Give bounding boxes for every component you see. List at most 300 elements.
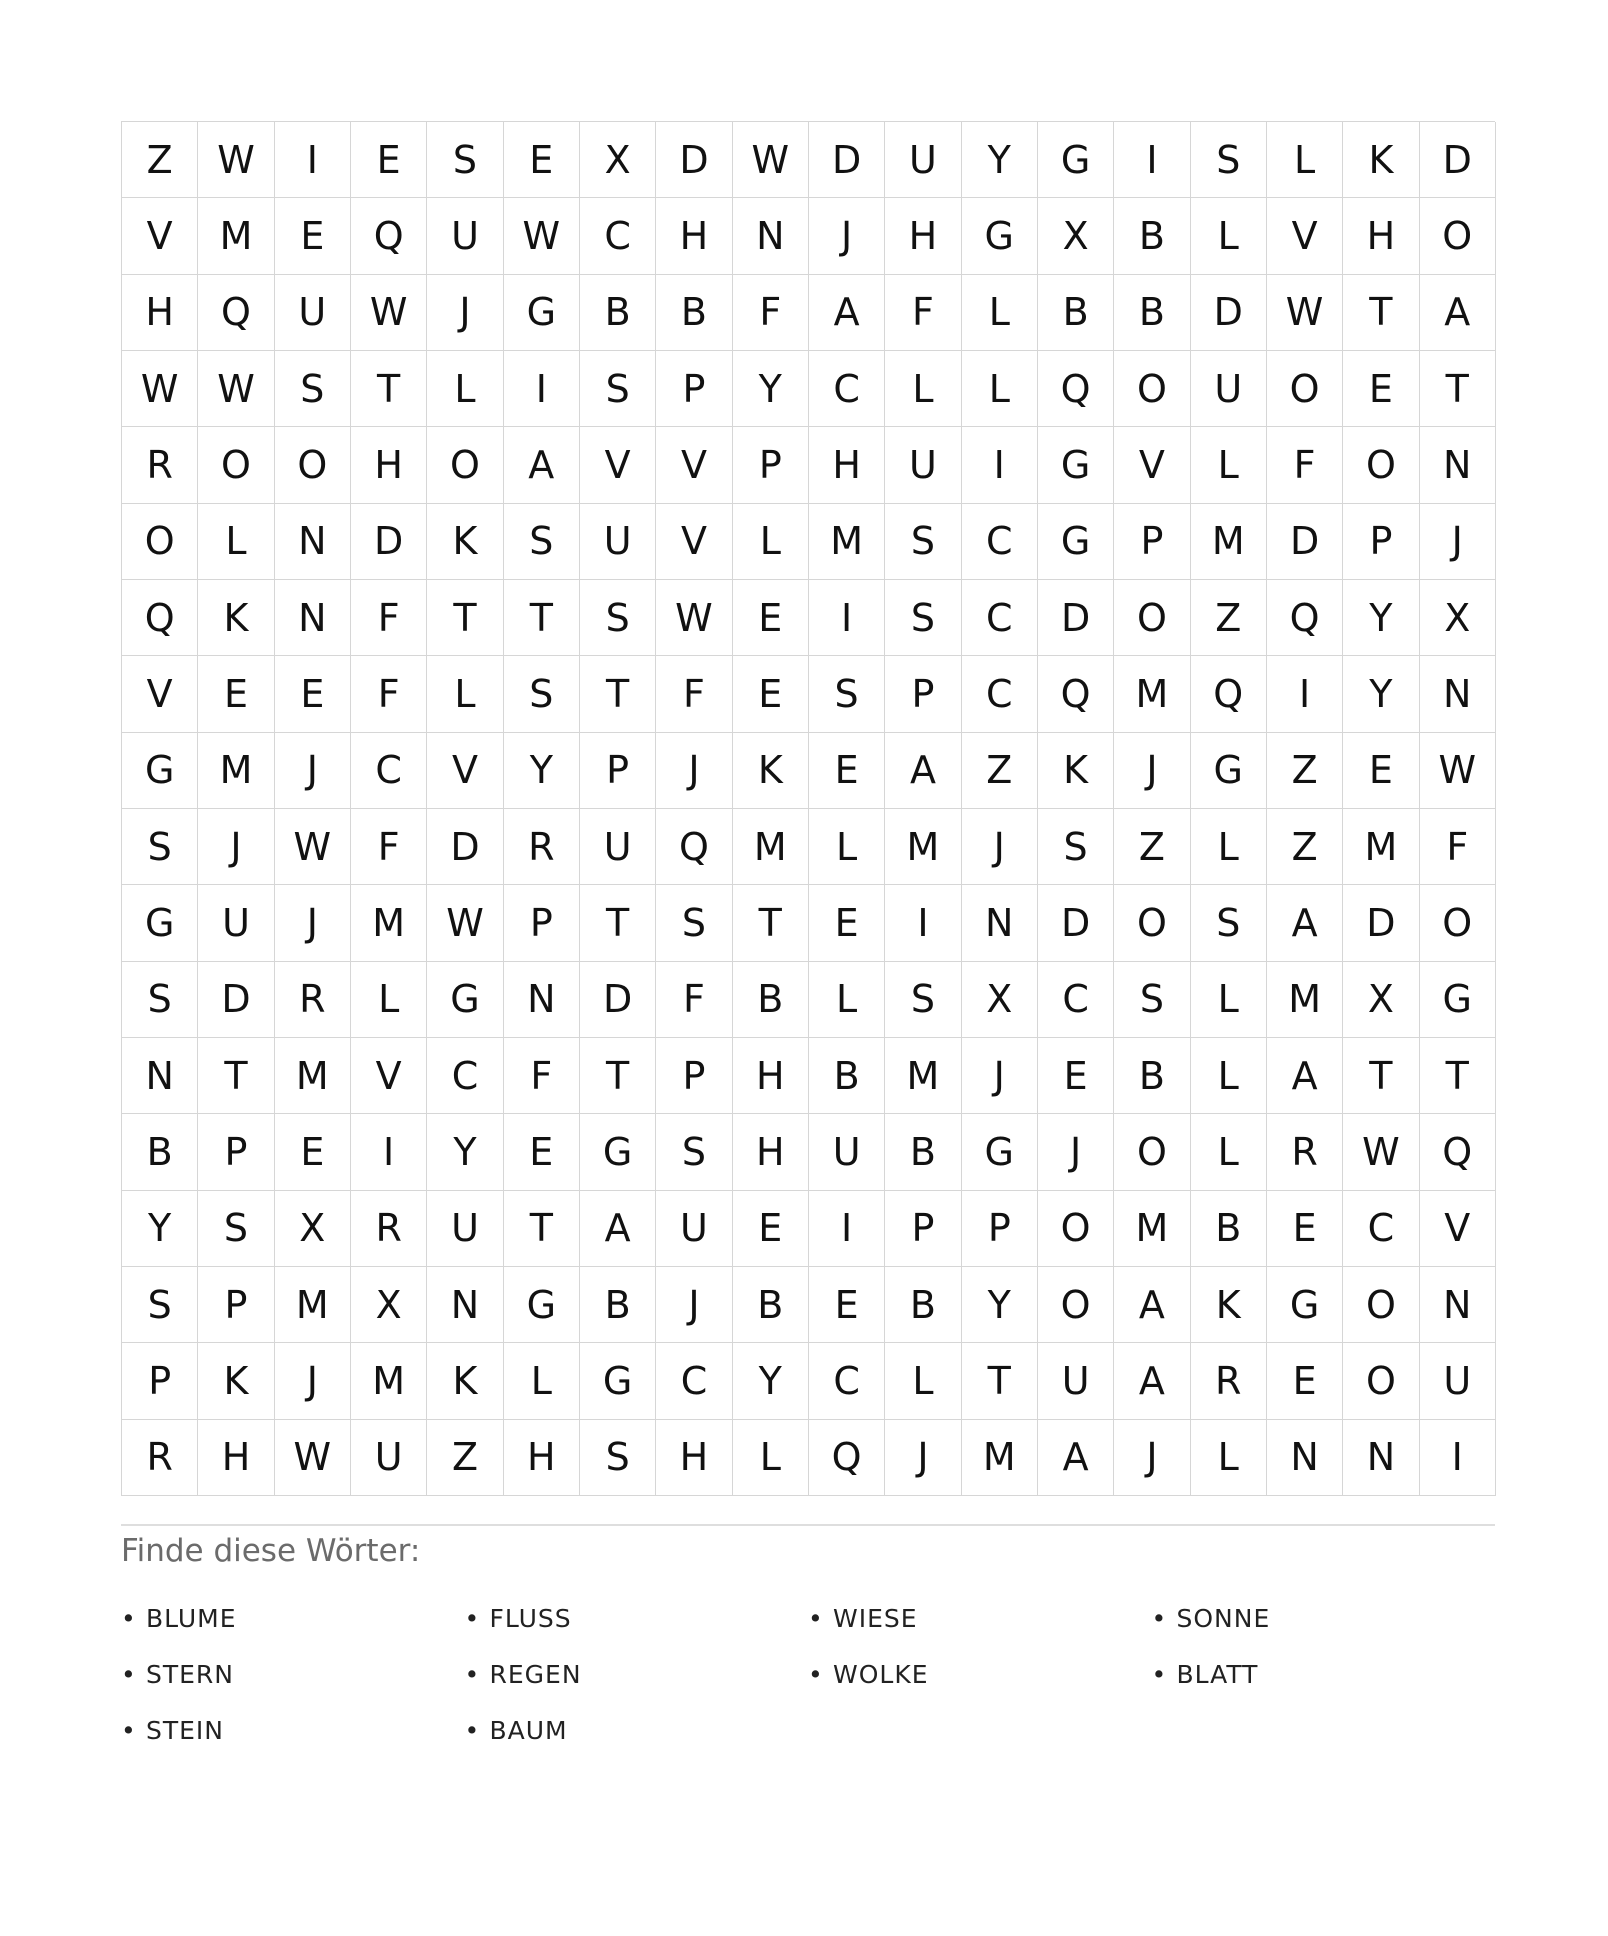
grid-cell[interactable]: D	[198, 962, 274, 1038]
grid-cell[interactable]: J	[885, 1420, 961, 1496]
grid-cell[interactable]: E	[504, 122, 580, 198]
grid-cell[interactable]: M	[351, 885, 427, 961]
grid-cell[interactable]: M	[1343, 809, 1419, 885]
grid-cell[interactable]: V	[580, 427, 656, 503]
grid-cell[interactable]: L	[198, 504, 274, 580]
grid-cell[interactable]: E	[733, 1191, 809, 1267]
grid-cell[interactable]: H	[656, 198, 732, 274]
grid-cell[interactable]: Q	[1038, 656, 1114, 732]
grid-cell[interactable]: U	[656, 1191, 732, 1267]
grid-cell[interactable]: N	[275, 580, 351, 656]
grid-cell[interactable]: V	[427, 733, 503, 809]
grid-cell[interactable]: S	[198, 1191, 274, 1267]
grid-cell[interactable]: L	[1191, 809, 1267, 885]
grid-cell[interactable]: I	[962, 427, 1038, 503]
grid-cell[interactable]: G	[504, 275, 580, 351]
grid-cell[interactable]: Y	[1343, 656, 1419, 732]
grid-cell[interactable]: D	[1038, 580, 1114, 656]
grid-cell[interactable]: Y	[733, 351, 809, 427]
grid-cell[interactable]: K	[733, 733, 809, 809]
grid-cell[interactable]: A	[1114, 1343, 1190, 1419]
grid-cell[interactable]: H	[656, 1420, 732, 1496]
grid-cell[interactable]: M	[275, 1267, 351, 1343]
grid-cell[interactable]: W	[351, 275, 427, 351]
grid-cell[interactable]: G	[504, 1267, 580, 1343]
grid-cell[interactable]: L	[504, 1343, 580, 1419]
grid-cell[interactable]: U	[885, 122, 961, 198]
grid-cell[interactable]: L	[809, 809, 885, 885]
grid-cell[interactable]: O	[1420, 885, 1496, 961]
grid-cell[interactable]: G	[1038, 427, 1114, 503]
grid-cell[interactable]: P	[1114, 504, 1190, 580]
grid-cell[interactable]: L	[733, 504, 809, 580]
grid-cell[interactable]: U	[580, 809, 656, 885]
grid-cell[interactable]: Q	[1267, 580, 1343, 656]
grid-cell[interactable]: Q	[198, 275, 274, 351]
grid-cell[interactable]: Q	[1038, 351, 1114, 427]
grid-cell[interactable]: M	[198, 733, 274, 809]
grid-cell[interactable]: U	[427, 1191, 503, 1267]
grid-cell[interactable]: P	[733, 427, 809, 503]
grid-cell[interactable]: Y	[122, 1191, 198, 1267]
grid-cell[interactable]: F	[351, 809, 427, 885]
grid-cell[interactable]: G	[962, 1114, 1038, 1190]
grid-cell[interactable]: A	[1267, 1038, 1343, 1114]
grid-cell[interactable]: I	[1114, 122, 1190, 198]
grid-cell[interactable]: D	[1420, 122, 1496, 198]
grid-cell[interactable]: A	[809, 275, 885, 351]
grid-cell[interactable]: E	[351, 122, 427, 198]
grid-cell[interactable]: L	[1191, 1038, 1267, 1114]
grid-cell[interactable]: M	[275, 1038, 351, 1114]
grid-cell[interactable]: L	[427, 656, 503, 732]
grid-cell[interactable]: K	[1343, 122, 1419, 198]
grid-cell[interactable]: E	[809, 733, 885, 809]
grid-cell[interactable]: Y	[1343, 580, 1419, 656]
grid-cell[interactable]: P	[504, 885, 580, 961]
grid-cell[interactable]: A	[580, 1191, 656, 1267]
grid-cell[interactable]: E	[1267, 1191, 1343, 1267]
grid-cell[interactable]: F	[351, 580, 427, 656]
grid-cell[interactable]: E	[1267, 1343, 1343, 1419]
grid-cell[interactable]: A	[504, 427, 580, 503]
grid-cell[interactable]: C	[1343, 1191, 1419, 1267]
grid-cell[interactable]: G	[580, 1343, 656, 1419]
grid-cell[interactable]: M	[351, 1343, 427, 1419]
grid-cell[interactable]: S	[122, 1267, 198, 1343]
grid-cell[interactable]: R	[1267, 1114, 1343, 1190]
grid-cell[interactable]: N	[962, 885, 1038, 961]
grid-cell[interactable]: K	[1038, 733, 1114, 809]
grid-cell[interactable]: I	[885, 885, 961, 961]
grid-cell[interactable]: F	[733, 275, 809, 351]
grid-cell[interactable]: T	[504, 580, 580, 656]
grid-cell[interactable]: T	[427, 580, 503, 656]
grid-cell[interactable]: U	[580, 504, 656, 580]
grid-cell[interactable]: P	[885, 656, 961, 732]
grid-cell[interactable]: O	[1114, 885, 1190, 961]
grid-cell[interactable]: Q	[122, 580, 198, 656]
grid-cell[interactable]: L	[962, 275, 1038, 351]
grid-cell[interactable]: S	[885, 504, 961, 580]
grid-cell[interactable]: I	[1267, 656, 1343, 732]
grid-cell[interactable]: H	[885, 198, 961, 274]
grid-cell[interactable]: R	[504, 809, 580, 885]
grid-cell[interactable]: W	[1420, 733, 1496, 809]
grid-cell[interactable]: F	[1267, 427, 1343, 503]
grid-cell[interactable]: M	[885, 809, 961, 885]
grid-cell[interactable]: K	[198, 1343, 274, 1419]
grid-cell[interactable]: U	[198, 885, 274, 961]
grid-cell[interactable]: M	[1114, 1191, 1190, 1267]
grid-cell[interactable]: O	[122, 504, 198, 580]
grid-cell[interactable]: X	[351, 1267, 427, 1343]
grid-cell[interactable]: Q	[656, 809, 732, 885]
grid-cell[interactable]: G	[962, 198, 1038, 274]
grid-cell[interactable]: U	[809, 1114, 885, 1190]
grid-cell[interactable]: B	[580, 275, 656, 351]
grid-cell[interactable]: S	[885, 962, 961, 1038]
grid-cell[interactable]: L	[351, 962, 427, 1038]
grid-cell[interactable]: G	[1038, 504, 1114, 580]
grid-cell[interactable]: S	[1114, 962, 1190, 1038]
grid-cell[interactable]: L	[1191, 962, 1267, 1038]
grid-cell[interactable]: B	[733, 962, 809, 1038]
grid-cell[interactable]: A	[1420, 275, 1496, 351]
grid-cell[interactable]: K	[427, 1343, 503, 1419]
grid-cell[interactable]: X	[580, 122, 656, 198]
grid-cell[interactable]: J	[962, 809, 1038, 885]
grid-cell[interactable]: T	[1343, 275, 1419, 351]
grid-cell[interactable]: L	[1191, 427, 1267, 503]
grid-cell[interactable]: C	[427, 1038, 503, 1114]
grid-cell[interactable]: H	[1343, 198, 1419, 274]
grid-cell[interactable]: D	[580, 962, 656, 1038]
grid-cell[interactable]: X	[962, 962, 1038, 1038]
grid-cell[interactable]: S	[427, 122, 503, 198]
grid-cell[interactable]: A	[1038, 1420, 1114, 1496]
grid-cell[interactable]: V	[122, 656, 198, 732]
grid-cell[interactable]: D	[1038, 885, 1114, 961]
grid-cell[interactable]: W	[504, 198, 580, 274]
grid-cell[interactable]: E	[198, 656, 274, 732]
grid-cell[interactable]: L	[1191, 198, 1267, 274]
grid-cell[interactable]: O	[1114, 351, 1190, 427]
grid-cell[interactable]: R	[1191, 1343, 1267, 1419]
grid-cell[interactable]: O	[198, 427, 274, 503]
grid-cell[interactable]: Y	[427, 1114, 503, 1190]
grid-cell[interactable]: F	[885, 275, 961, 351]
grid-cell[interactable]: G	[122, 885, 198, 961]
grid-cell[interactable]: Y	[733, 1343, 809, 1419]
grid-cell[interactable]: W	[122, 351, 198, 427]
grid-cell[interactable]: R	[275, 962, 351, 1038]
grid-cell[interactable]: O	[1343, 1267, 1419, 1343]
grid-cell[interactable]: Y	[962, 1267, 1038, 1343]
grid-cell[interactable]: M	[1191, 504, 1267, 580]
grid-cell[interactable]: Z	[1267, 809, 1343, 885]
grid-cell[interactable]: S	[656, 1114, 732, 1190]
grid-cell[interactable]: C	[656, 1343, 732, 1419]
grid-cell[interactable]: V	[656, 427, 732, 503]
grid-cell[interactable]: I	[351, 1114, 427, 1190]
grid-cell[interactable]: O	[1038, 1191, 1114, 1267]
grid-cell[interactable]: J	[275, 1343, 351, 1419]
grid-cell[interactable]: E	[275, 656, 351, 732]
grid-cell[interactable]: D	[809, 122, 885, 198]
grid-cell[interactable]: O	[1343, 1343, 1419, 1419]
grid-cell[interactable]: B	[885, 1267, 961, 1343]
grid-cell[interactable]: K	[1191, 1267, 1267, 1343]
grid-cell[interactable]: W	[1343, 1114, 1419, 1190]
grid-cell[interactable]: N	[1420, 656, 1496, 732]
grid-cell[interactable]: N	[733, 198, 809, 274]
grid-cell[interactable]: M	[809, 504, 885, 580]
grid-cell[interactable]: P	[580, 733, 656, 809]
grid-cell[interactable]: N	[1420, 1267, 1496, 1343]
grid-cell[interactable]: A	[1267, 885, 1343, 961]
grid-cell[interactable]: V	[351, 1038, 427, 1114]
grid-cell[interactable]: G	[1191, 733, 1267, 809]
grid-cell[interactable]: M	[885, 1038, 961, 1114]
grid-cell[interactable]: J	[656, 733, 732, 809]
grid-cell[interactable]: T	[580, 1038, 656, 1114]
grid-cell[interactable]: L	[885, 1343, 961, 1419]
grid-cell[interactable]: Z	[122, 122, 198, 198]
grid-cell[interactable]: Q	[1420, 1114, 1496, 1190]
grid-cell[interactable]: N	[275, 504, 351, 580]
grid-cell[interactable]: H	[504, 1420, 580, 1496]
grid-cell[interactable]: E	[1343, 733, 1419, 809]
grid-cell[interactable]: T	[962, 1343, 1038, 1419]
grid-cell[interactable]: V	[656, 504, 732, 580]
grid-cell[interactable]: B	[733, 1267, 809, 1343]
grid-cell[interactable]: B	[1114, 1038, 1190, 1114]
grid-cell[interactable]: X	[1038, 198, 1114, 274]
grid-cell[interactable]: U	[351, 1420, 427, 1496]
grid-cell[interactable]: E	[809, 885, 885, 961]
grid-cell[interactable]: N	[1267, 1420, 1343, 1496]
grid-cell[interactable]: C	[962, 504, 1038, 580]
grid-cell[interactable]: M	[1114, 656, 1190, 732]
grid-cell[interactable]: W	[1267, 275, 1343, 351]
grid-cell[interactable]: U	[1420, 1343, 1496, 1419]
grid-cell[interactable]: Y	[504, 733, 580, 809]
grid-cell[interactable]: P	[962, 1191, 1038, 1267]
grid-cell[interactable]: N	[504, 962, 580, 1038]
grid-cell[interactable]: N	[427, 1267, 503, 1343]
grid-cell[interactable]: T	[504, 1191, 580, 1267]
grid-cell[interactable]: C	[809, 1343, 885, 1419]
grid-cell[interactable]: S	[580, 580, 656, 656]
grid-cell[interactable]: V	[1114, 427, 1190, 503]
grid-cell[interactable]: L	[1191, 1420, 1267, 1496]
grid-cell[interactable]: Z	[1114, 809, 1190, 885]
grid-cell[interactable]: K	[427, 504, 503, 580]
grid-cell[interactable]: S	[580, 351, 656, 427]
grid-cell[interactable]: Q	[809, 1420, 885, 1496]
grid-cell[interactable]: A	[885, 733, 961, 809]
grid-cell[interactable]: E	[1343, 351, 1419, 427]
grid-cell[interactable]: F	[504, 1038, 580, 1114]
grid-cell[interactable]: F	[656, 656, 732, 732]
grid-cell[interactable]: N	[122, 1038, 198, 1114]
grid-cell[interactable]: S	[1191, 122, 1267, 198]
grid-cell[interactable]: S	[809, 656, 885, 732]
grid-cell[interactable]: O	[1114, 580, 1190, 656]
grid-cell[interactable]: A	[1114, 1267, 1190, 1343]
grid-cell[interactable]: S	[580, 1420, 656, 1496]
grid-cell[interactable]: Z	[962, 733, 1038, 809]
grid-cell[interactable]: T	[580, 885, 656, 961]
grid-cell[interactable]: J	[656, 1267, 732, 1343]
grid-cell[interactable]: D	[427, 809, 503, 885]
grid-cell[interactable]: L	[885, 351, 961, 427]
grid-cell[interactable]: J	[275, 885, 351, 961]
grid-cell[interactable]: B	[1038, 275, 1114, 351]
grid-cell[interactable]: B	[122, 1114, 198, 1190]
grid-cell[interactable]: I	[1420, 1420, 1496, 1496]
grid-cell[interactable]: J	[809, 198, 885, 274]
grid-cell[interactable]: G	[580, 1114, 656, 1190]
grid-cell[interactable]: S	[656, 885, 732, 961]
grid-cell[interactable]: S	[122, 962, 198, 1038]
grid-cell[interactable]: J	[1038, 1114, 1114, 1190]
grid-cell[interactable]: V	[122, 198, 198, 274]
grid-cell[interactable]: R	[122, 1420, 198, 1496]
grid-cell[interactable]: H	[122, 275, 198, 351]
grid-cell[interactable]: Y	[962, 122, 1038, 198]
grid-cell[interactable]: L	[1191, 1114, 1267, 1190]
grid-cell[interactable]: B	[580, 1267, 656, 1343]
grid-cell[interactable]: L	[427, 351, 503, 427]
grid-cell[interactable]: E	[275, 1114, 351, 1190]
grid-cell[interactable]: J	[275, 733, 351, 809]
grid-cell[interactable]: F	[351, 656, 427, 732]
grid-cell[interactable]: W	[427, 885, 503, 961]
grid-cell[interactable]: P	[198, 1114, 274, 1190]
grid-cell[interactable]: M	[1267, 962, 1343, 1038]
grid-cell[interactable]: C	[1038, 962, 1114, 1038]
grid-cell[interactable]: H	[809, 427, 885, 503]
grid-cell[interactable]: Z	[1267, 733, 1343, 809]
grid-cell[interactable]: J	[1420, 504, 1496, 580]
grid-cell[interactable]: S	[275, 351, 351, 427]
grid-cell[interactable]: L	[962, 351, 1038, 427]
grid-cell[interactable]: O	[427, 427, 503, 503]
grid-cell[interactable]: G	[1038, 122, 1114, 198]
grid-cell[interactable]: S	[885, 580, 961, 656]
grid-cell[interactable]: U	[427, 198, 503, 274]
grid-cell[interactable]: W	[733, 122, 809, 198]
grid-cell[interactable]: E	[1038, 1038, 1114, 1114]
grid-cell[interactable]: D	[351, 504, 427, 580]
grid-cell[interactable]: C	[351, 733, 427, 809]
grid-cell[interactable]: L	[809, 962, 885, 1038]
grid-cell[interactable]: B	[1191, 1191, 1267, 1267]
grid-cell[interactable]: J	[198, 809, 274, 885]
grid-cell[interactable]: U	[275, 275, 351, 351]
grid-cell[interactable]: Z	[427, 1420, 503, 1496]
grid-cell[interactable]: C	[809, 351, 885, 427]
grid-cell[interactable]: D	[1343, 885, 1419, 961]
grid-cell[interactable]: J	[427, 275, 503, 351]
grid-cell[interactable]: U	[1191, 351, 1267, 427]
grid-cell[interactable]: R	[122, 427, 198, 503]
grid-cell[interactable]: O	[1343, 427, 1419, 503]
grid-cell[interactable]: I	[504, 351, 580, 427]
grid-cell[interactable]: G	[1267, 1267, 1343, 1343]
grid-cell[interactable]: S	[504, 504, 580, 580]
grid-cell[interactable]: F	[656, 962, 732, 1038]
grid-cell[interactable]: W	[198, 122, 274, 198]
grid-cell[interactable]: H	[733, 1038, 809, 1114]
grid-cell[interactable]: D	[656, 122, 732, 198]
grid-cell[interactable]: T	[1420, 1038, 1496, 1114]
grid-cell[interactable]: S	[1191, 885, 1267, 961]
grid-cell[interactable]: E	[809, 1267, 885, 1343]
grid-cell[interactable]: B	[1114, 198, 1190, 274]
grid-cell[interactable]: W	[275, 809, 351, 885]
grid-cell[interactable]: O	[275, 427, 351, 503]
grid-cell[interactable]: I	[809, 1191, 885, 1267]
grid-cell[interactable]: J	[962, 1038, 1038, 1114]
grid-cell[interactable]: X	[275, 1191, 351, 1267]
grid-cell[interactable]: H	[198, 1420, 274, 1496]
grid-cell[interactable]: W	[656, 580, 732, 656]
grid-cell[interactable]: L	[1267, 122, 1343, 198]
grid-cell[interactable]: T	[1420, 351, 1496, 427]
grid-cell[interactable]: K	[198, 580, 274, 656]
grid-cell[interactable]: N	[1420, 427, 1496, 503]
grid-cell[interactable]: E	[504, 1114, 580, 1190]
grid-cell[interactable]: S	[504, 656, 580, 732]
grid-cell[interactable]: D	[1267, 504, 1343, 580]
grid-cell[interactable]: C	[580, 198, 656, 274]
grid-cell[interactable]: T	[198, 1038, 274, 1114]
grid-cell[interactable]: Q	[1191, 656, 1267, 732]
grid-cell[interactable]: R	[351, 1191, 427, 1267]
grid-cell[interactable]: W	[275, 1420, 351, 1496]
grid-cell[interactable]: V	[1267, 198, 1343, 274]
grid-cell[interactable]: M	[198, 198, 274, 274]
grid-cell[interactable]: P	[198, 1267, 274, 1343]
grid-cell[interactable]: Q	[351, 198, 427, 274]
grid-cell[interactable]: P	[656, 1038, 732, 1114]
grid-cell[interactable]: E	[275, 198, 351, 274]
grid-cell[interactable]: O	[1114, 1114, 1190, 1190]
grid-cell[interactable]: G	[1420, 962, 1496, 1038]
grid-cell[interactable]: L	[733, 1420, 809, 1496]
grid-cell[interactable]: F	[1420, 809, 1496, 885]
grid-cell[interactable]: B	[656, 275, 732, 351]
grid-cell[interactable]: T	[733, 885, 809, 961]
grid-cell[interactable]: V	[1420, 1191, 1496, 1267]
grid-cell[interactable]: X	[1420, 580, 1496, 656]
grid-cell[interactable]: T	[1343, 1038, 1419, 1114]
grid-cell[interactable]: W	[198, 351, 274, 427]
grid-cell[interactable]: G	[122, 733, 198, 809]
grid-cell[interactable]: X	[1343, 962, 1419, 1038]
grid-cell[interactable]: P	[1343, 504, 1419, 580]
grid-cell[interactable]: S	[1038, 809, 1114, 885]
grid-cell[interactable]: P	[122, 1343, 198, 1419]
grid-cell[interactable]: B	[885, 1114, 961, 1190]
grid-cell[interactable]: G	[427, 962, 503, 1038]
grid-cell[interactable]: O	[1267, 351, 1343, 427]
grid-cell[interactable]: P	[885, 1191, 961, 1267]
grid-cell[interactable]: I	[809, 580, 885, 656]
